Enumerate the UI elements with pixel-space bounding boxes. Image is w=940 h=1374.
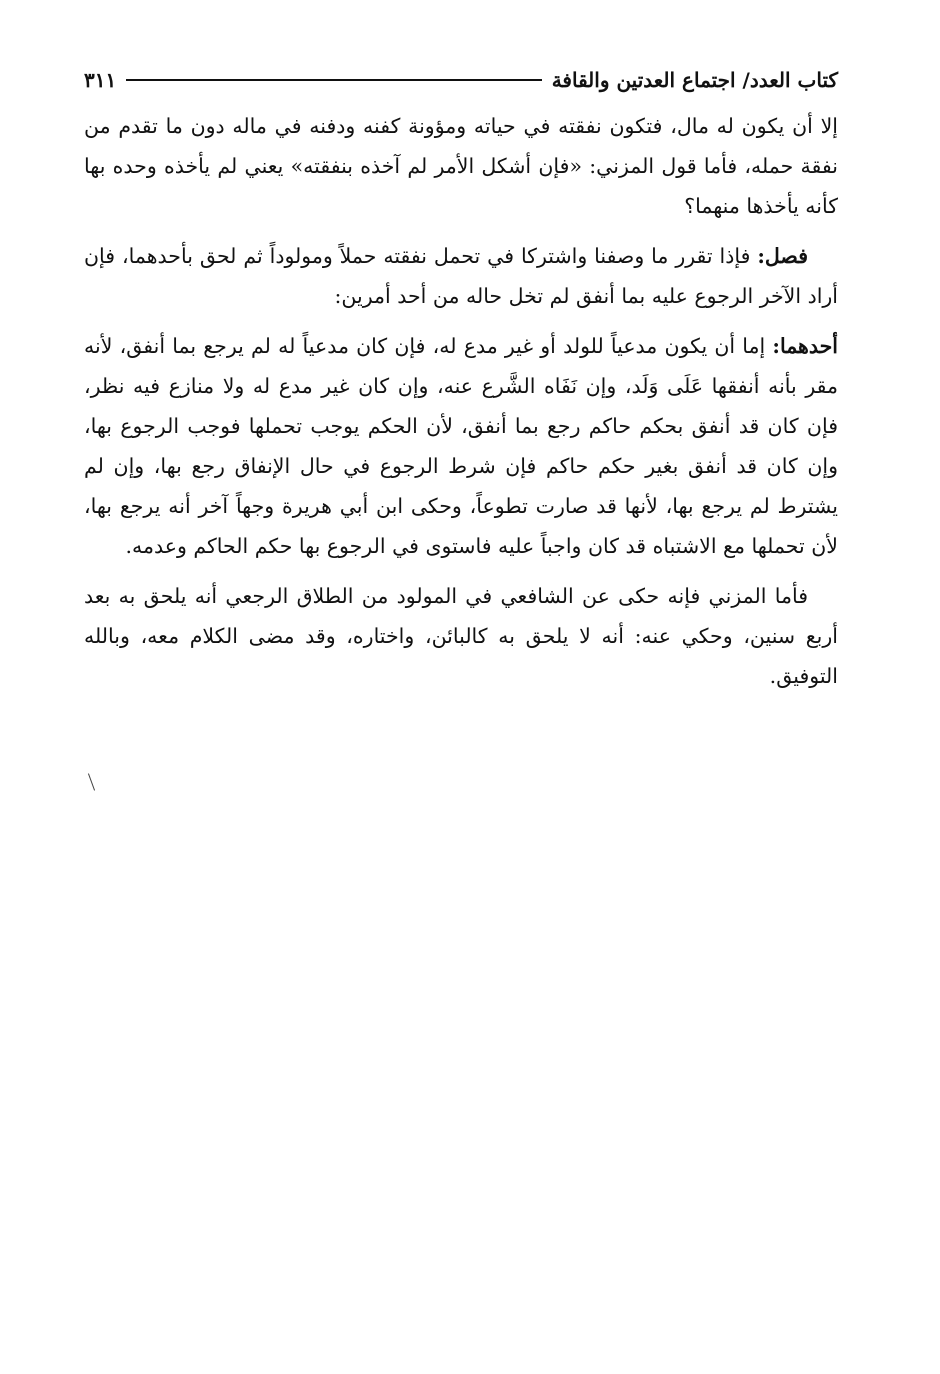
paragraph-4-text: فأما المزني فإنه حكى عن الشافعي في المولود من الطلاق الرجعي أنه يلحق به بعد أربع سنين، وحكي عنه: أنه لا يلحق به كالبائن، واختاره، وقد مضى الكلام معه، وبالله التوفيق. <box>84 584 838 688</box>
header-rule <box>126 79 541 81</box>
paragraph-1 <box>84 106 838 226</box>
running-title: كتاب العدد/ اجتماع العدتين والقافة <box>551 68 838 92</box>
page-body <box>84 106 838 696</box>
paragraph-1-text: إلا أن يكون له مال، فتكون نفقته في حياته ومؤونة كفنه ودفنه في ماله دون ما تقدم من نفقة حمله، فأما قول المزني: «فإن أشكل الأمر لم آخذه بنفقته» يعني لم يأخذه وحده بها كأنه يأخذها منهما؟ <box>84 114 838 218</box>
section-heading-fasl: فصل: <box>757 244 808 268</box>
paragraph-3 <box>84 326 838 566</box>
paragraph-2 <box>84 236 838 316</box>
paragraph-3-text: إما أن يكون مدعياً للولد أو غير مدع له، فإن كان مدعياً له لم يرجع بما أنفق، لأنه مقر بأنه أنفقها عَلَى وَلَد، وإن نَفَاه الشَّرع عنه، وإن كان غير مدع له ولا منازع فيه نظر، فإن كان قد أنفق بحكم حاكم رجع بما أنفق، لأن الحكم يوجب تحملها فوجب الرجوع بها، وإن كان قد أنفق بغير حكم حاكم فإن شرط الرجوع في حال الإنفاق رجع بها، وإن لم يشترط لم يرجع بها، لأنها قد صارت تطوعاً، وحكى ابن أبي هريرة وجهاً آخر أنه يرجع بها، لأن تحملها مع الاشتباه قد كان واجباً عليه فاستوى في الرجوع بها حكم الحاكم وعدمه. <box>84 334 838 558</box>
paragraph-4 <box>84 576 838 696</box>
first-case-heading: أحدهما: <box>772 334 838 358</box>
page-number: ٣١١ <box>84 68 117 92</box>
page-header <box>84 62 838 98</box>
scan-mark <box>88 773 95 790</box>
paragraph-2-text: فإذا تقرر ما وصفنا واشتركا في تحمل نفقته حملاً ومولوداً ثم لحق بأحدهما، فإن أراد الآخر الرجوع عليه بما أنفق لم تخل حاله من أحد أمرين: <box>84 244 838 308</box>
